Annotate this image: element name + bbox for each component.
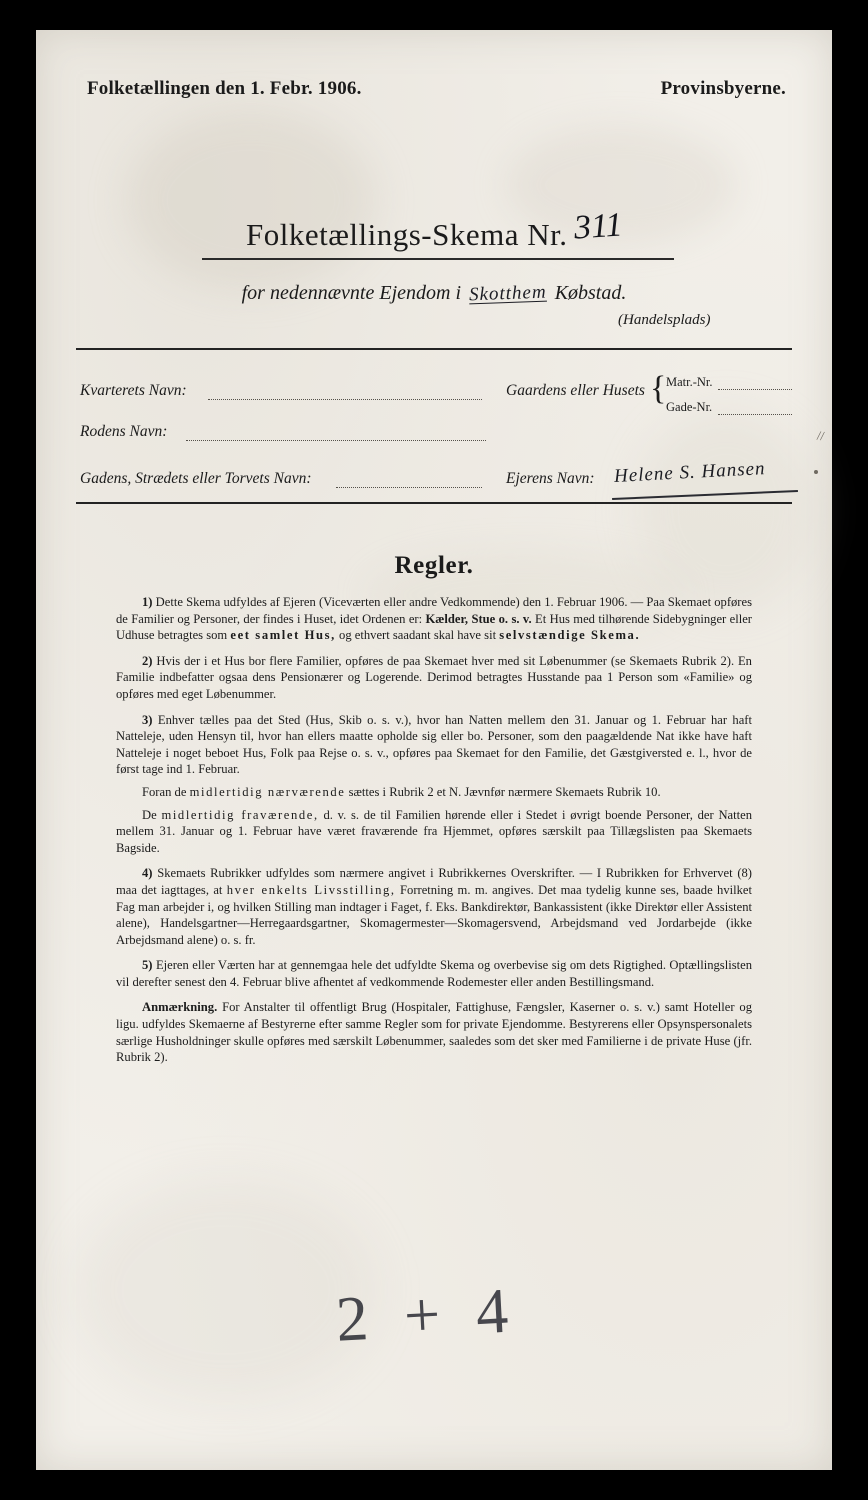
- brace-decoration: {: [650, 370, 667, 407]
- anmaerkning: [116, 999, 752, 1065]
- label-gaardens-eller-husets: Gaardens eller Husets: [506, 382, 645, 399]
- subtitle-prefix: for nedennævnte Ejendom i: [241, 282, 462, 304]
- rule-4: [116, 865, 752, 948]
- rule-3-p2-b: midlertidig nærværende: [189, 784, 346, 799]
- census-form-sheet: [36, 30, 832, 1470]
- scan-blotch: [76, 1180, 376, 1400]
- rule-3-p3-a: De: [142, 807, 157, 822]
- rule-1-number: 1): [142, 595, 153, 609]
- subtitle-suffix: Købstad.: [554, 282, 627, 304]
- rule-1-text-g: selvstændige Skema.: [499, 628, 641, 643]
- form-title-line: [36, 206, 832, 254]
- rule-3-text: Enhver tælles paa det Sted (Hus, Skib o. s. v.), hvor han Natten mellem den 31. Januar og 1. Februar har haft Natteleje, uden Hensyn til, hvor han ellers maatte opholde sig eller bo. Personer, som den paagældende Nat ikke have haft Natteleje i noget beboet Hus, Folk paa Rejse o. s. v., opføres paa Skemaet for den Familie, det Gæstgiversted e. l., hvor de først tage ind 1. Februar.: [116, 712, 752, 777]
- rule-2-number: 2): [142, 653, 153, 668]
- rule-2: [116, 653, 752, 703]
- input-kvarterets-navn[interactable]: [208, 398, 482, 400]
- rule-3-number: 3): [142, 712, 153, 727]
- form-subtitle-line: [36, 282, 832, 305]
- rule-3-p2-c: sættes i Rubrik 2 et N. Jævnfør nærmere Skemaets Rubrik 10.: [348, 784, 661, 799]
- rule-3-para-3: [116, 807, 752, 857]
- pencil-annotation: 2 + 4: [334, 1274, 520, 1355]
- page-title: Folketællings-Skema Nr.: [246, 217, 568, 252]
- label-gadens-navn: Gadens, Strædets eller Torvets Navn:: [80, 470, 312, 487]
- rule-4-text-b: hver enkelts Livsstilling,: [226, 882, 396, 897]
- rule-5-number: 5): [142, 958, 153, 973]
- edge-scan-dot: [814, 470, 818, 474]
- input-ejerens-navn-value[interactable]: Helene S. Hansen: [613, 458, 767, 487]
- ejerens-navn-underline: [612, 490, 798, 500]
- label-ejerens-navn: Ejerens Navn:: [506, 470, 595, 487]
- rule-4-text-c: Forretning m. m. angives. Det maa tydelig kunne ses, baade hvilket Fag man arbejder i, og hvilken Stilling man indtager i Faget, f. Eks. Bankdirektør, Bankassistent (ikke Direktør eller Assistent alene), Handelsgartner—Herregaardsgartner, Skomagermester—Skomagersvend, Arbejdsmand ved Jordarbejde (ikke Arbejdsmand alene) o. s. fr.: [116, 882, 753, 947]
- anmaerkning-text: For Anstalter til offentligt Brug (Hospitaler, Fattighuse, Fængsler, Kaserner o. s. v.) samt Hoteller og ligu. udfyldes Skemaerne af Bestyrerne efter samme Regler som for private Ejendomme. Bestyrerens eller Opsynspersonalets særlige Husholdninger skulle opføres med særskilt Løbenummer, saaledes som det sker med Familierne i de private Huse (jfr. Rubrik 2).: [116, 1000, 752, 1065]
- place-name-handwritten: Skotthem: [468, 281, 548, 306]
- rule-2-text: Hvis der i et Hus bor flere Familier, opføres de paa Skemaet hver med sit Løbenummer (se Skemaets Rubrik 2). En Familie indbefatter ogsaa dens Pensionærer og Logerende. Derimod betragtes Husstande paa 1 Person som «Familie» og opføres med eget Løbenummer.: [116, 653, 752, 701]
- header-right-title: Provinsbyerne.: [660, 78, 786, 99]
- edge-scan-mark: //: [815, 427, 826, 444]
- rule-3-para-2: [116, 784, 752, 801]
- rule-1-text-b: Paa Skemaet opføres de Familier og Personer, der findes i Huset, idet Ordenen er:: [116, 595, 752, 626]
- rule-3-p3-c: d. v. s. de til Familien hørende eller i Stedet i øvrigt boende Personer, der Natten mellem 31. Januar og 1. Februar have været fraværende fra Hjemmet, opføres særskilt paa Tillægslisten paa Skemaets Bagside.: [116, 807, 753, 855]
- title-underline: [202, 258, 674, 260]
- header-left-title: Folketællingen den 1. Febr. 1906.: [87, 78, 362, 99]
- rule-5-text: Ejeren eller Værten har at gennemgaa hele det udfyldte Skema og overbevise sig om dets Rigtighed. Optællingslisten vil derefter senest den 4. Februar blive afhentet af vedkommende Rodemester eller anden Bestillingsmand.: [116, 958, 752, 989]
- rule-1-text-f: og ethvert saadant skal have sit: [339, 628, 497, 643]
- scan-blotch: [636, 410, 816, 610]
- section-heading-regler: Regler.: [394, 552, 474, 579]
- label-matr-nr: Matr.-Nr.: [666, 375, 713, 389]
- rule-1-text-e: eet samlet Hus,: [230, 628, 336, 643]
- divider-top: [76, 348, 792, 350]
- input-rodens-navn[interactable]: [186, 439, 486, 441]
- handelsplads-note: (Handelsplads): [618, 312, 711, 328]
- form-number-handwritten: 311: [572, 206, 624, 247]
- rule-3-p3-b: midlertidig fraværende,: [161, 807, 319, 822]
- label-kvarterets-navn: Kvarterets Navn:: [80, 382, 187, 399]
- label-rodens-navn: Rodens Navn:: [80, 423, 168, 440]
- rule-1-text-c: Kælder, Stue o. s. v.: [425, 611, 532, 626]
- input-gadens-navn[interactable]: [336, 486, 482, 488]
- rule-4-number: 4): [142, 866, 153, 881]
- rule-3: [116, 712, 752, 778]
- rule-1-text-d: Et Hus med tilhørende Sidebygninger eller Udhuse betragtes som: [116, 611, 752, 643]
- rule-4-text-a: Skemaets Rubrikker udfyldes som nærmere angivet i Rubrikkernes Overskrifter. — I Rubrikken for Erhvervet (8) maa det iagttages, at: [116, 866, 753, 897]
- rules-body: [116, 594, 752, 1075]
- rule-5: [116, 957, 752, 990]
- rule-1-text-a: Dette Skema udfyldes af Ejeren (Viceværten eller andre Vedkommende) den 1. Februar 1906. —: [155, 595, 644, 609]
- scan-blotch: [126, 110, 376, 290]
- input-gade-nr[interactable]: [718, 413, 792, 415]
- rule-3-p2-a: Foran de: [142, 784, 187, 799]
- rule-1: [116, 594, 752, 644]
- divider-bottom: [76, 502, 792, 504]
- label-gade-nr: Gade-Nr.: [666, 400, 713, 414]
- input-matr-nr[interactable]: [718, 388, 792, 390]
- anmaerkning-label: Anmærkning.: [142, 1000, 218, 1015]
